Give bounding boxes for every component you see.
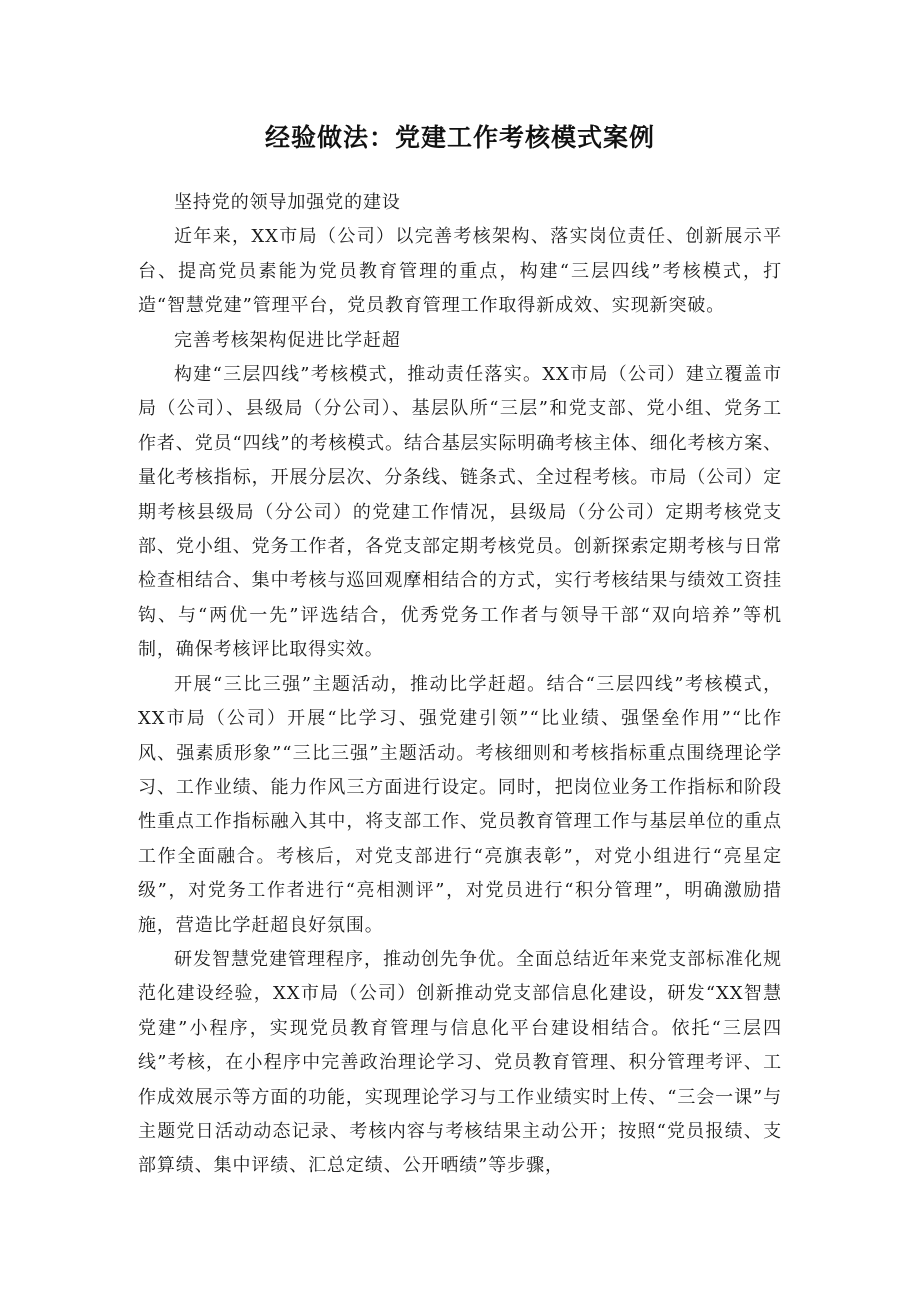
section-heading: 完善考核架构促进比学赶超 bbox=[174, 329, 401, 351]
paragraph: 研发智慧党建管理程序，推动创先争优。全面总结近年来党支部标准化规范化建设经验，XX市局（公司）创新推动党支部信息化建设，研发“XX智慧党建”小程序，实现党员教育管理与信息化平台建设相结合。依托“三层四线”考核，在小程序中完善政治理论学习、党员教育管理、积分管理考评、工作成效展示等方面的功能，实现理论学习与工作业绩实时上传、“三会一课”与主题党日活动动态记录、考核内容与考核结果主动公开；按照“党员报绩、支部算绩、集中评绩、汇总定绩、公开晒绩”等步骤， bbox=[138, 948, 782, 1177]
paragraph: 近年来，XX市局（公司）以完善考核架构、落实岗位责任、创新展示平台、提高党员素能为党员教育管理的重点，构建“三层四线”考核模式，打造“智慧党建”管理平台，党员教育管理工作取得新成效、实现新突破。 bbox=[138, 226, 782, 317]
document-body bbox=[138, 186, 782, 1184]
paragraph: 开展“三比三强”主题活动，推动比学赶超。结合“三层四线”考核模式，XX市局（公司）开展“比学习、强党建引领”“比业绩、强堡垒作用”“比作风、强素质形象”“三比三强”主题活动。考核细则和考核指标重点围绕理论学习、工作业绩、能力作风三方面进行设定。同时，把岗位业务工作指标和阶段性重点工作指标融入其中，将支部工作、党员教育管理工作与基层单位的重点工作全面融合。考核后，对党支部进行“亮旗表彰”，对党小组进行“亮星定级”，对党务工作者进行“亮相测评”，对党员进行“积分管理”，明确激励措施，营造比学赶超良好氛围。 bbox=[138, 673, 782, 936]
section-heading: 坚持党的领导加强党的建设 bbox=[174, 192, 401, 213]
document-title: 经验做法：党建工作考核模式案例 bbox=[264, 123, 655, 152]
paragraph: 构建“三层四线”考核模式，推动责任落实。XX市局（公司）建立覆盖市局（公司）、县级局（分公司）、基层队所“三层”和党支部、党小组、党务工作者、党员“四线”的考核模式。结合基层实际明确考核主体、细化考核方案、量化考核指标，开展分层次、分条线、链条式、全过程考核。市局（公司）定期考核县级局（分公司）的党建工作情况，县级局（分公司）定期考核党支部、党小组、党务工作者，各党支部定期考核党员。创新探索定期考核与日常检查相结合、集中考核与巡回观摩相结合的方式，实行考核结果与绩效工资挂钩、与“两优一先”评选结合，优秀党务工作者与领导干部“双向培养”等机制，确保考核评比取得实效。 bbox=[138, 364, 782, 661]
